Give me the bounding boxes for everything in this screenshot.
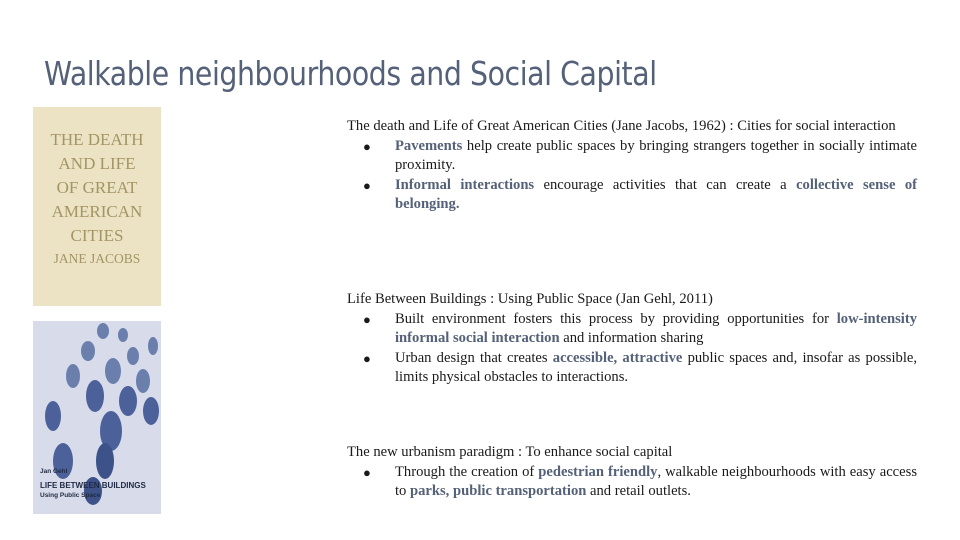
section-new-urbanism bbox=[347, 443, 917, 502]
bullet-item: ● Informal interactions encourage activities that can create a collective sense of belonging. bbox=[363, 176, 917, 212]
bullet-item: ● Urban design that creates accessible, attractive public spaces and, insofar as possible, limits physical obstacles to interactions. bbox=[363, 349, 918, 385]
bullet-icon: ● bbox=[363, 311, 371, 327]
bullet-icon: ● bbox=[363, 464, 371, 480]
section-heading: Life Between Buildings : Using Public Space (Jan Gehl, 2011) bbox=[347, 291, 713, 307]
bullet-item: ● Pavements help create public spaces by bringing strangers together in socially intimate proximity. bbox=[363, 137, 917, 173]
bullet-icon: ● bbox=[363, 350, 371, 366]
book-cover-death-and-life bbox=[33, 107, 161, 306]
section-gehl bbox=[347, 290, 917, 388]
book-cover-title: LIFE BETWEEN BUILDINGS bbox=[40, 481, 146, 490]
bullet-icon: ● bbox=[363, 138, 371, 154]
book-cover-subtitle: Using Public Space bbox=[40, 492, 101, 499]
bullet-item: ● Through the creation of pedestrian friendly, walkable neighbourhoods with easy access to parks, public transportation and retail outlets. bbox=[363, 463, 917, 499]
section-jacobs bbox=[347, 117, 917, 215]
book-cover-author: Jan Gehl bbox=[40, 468, 68, 475]
section-heading: The new urbanism paradigm : To enhance social capital bbox=[347, 444, 673, 460]
section-heading: The death and Life of Great American Cities (Jane Jacobs, 1962) : Cities for social interaction bbox=[347, 118, 896, 134]
bullet-list bbox=[347, 310, 917, 388]
bullet-icon: ● bbox=[363, 177, 371, 193]
book-cover-title: THE DEATH AND LIFE OF GREAT AMERICAN CITIES bbox=[50, 130, 144, 245]
slide-title: Walkable neighbourhoods and Social Capital bbox=[44, 54, 657, 93]
bullet-item: ● Built environment fosters this process by providing opportunities for low-intensity informal social interaction and information sharing bbox=[363, 310, 917, 346]
bullet-list bbox=[347, 137, 917, 215]
book-cover-author: JANE JACOBS bbox=[53, 251, 141, 266]
book-cover-life-between-buildings bbox=[33, 321, 161, 514]
bullet-list bbox=[347, 463, 917, 502]
